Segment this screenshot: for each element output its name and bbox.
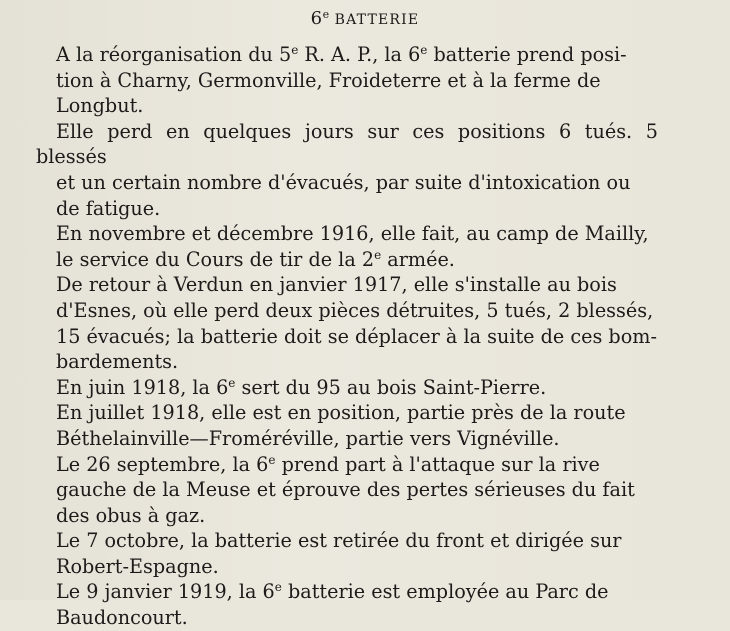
text-segment: En novembre et décembre 1916, elle fait, au camp de Mailly, (56, 222, 649, 246)
text-line (36, 400, 658, 426)
text-line (36, 477, 658, 503)
text-segment: Elle perd en quelques jours sur ces positions 6 tués. 5 blessés (36, 119, 658, 169)
text-line (36, 324, 658, 350)
ordinal-suffix: e (291, 43, 299, 57)
ordinal-suffix: e (374, 247, 382, 262)
text-segment: bardements. (56, 350, 179, 374)
text-line (36, 93, 658, 119)
text-segment: Le 7 octobre, la batterie est retirée du front et dirigée sur (56, 529, 622, 553)
text-line (36, 119, 658, 170)
ordinal-suffix: e (228, 375, 236, 390)
text-segment: batterie est employée au Parc de (281, 580, 609, 604)
text-line (36, 528, 658, 554)
text-line (36, 68, 658, 94)
text-segment: de fatigue. (56, 196, 161, 220)
text-line (36, 196, 658, 222)
header-title: BATTERIE (334, 12, 420, 28)
text-segment: A la réorganisation du 5 (56, 43, 292, 66)
text-segment: En juillet 1918, elle est en position, partie près de la route (56, 401, 626, 425)
text-segment: prend part à l'attaque sur la rive (275, 452, 600, 476)
text-line (36, 426, 658, 452)
text-segment: R. A. P., la 6 (298, 43, 421, 66)
text-segment: En juin 1918, la 6 (56, 375, 229, 399)
text-segment: gauche de la Meuse et éprouve des pertes sérieuses du fait (56, 478, 635, 502)
text-line (36, 554, 658, 580)
text-segment: 15 évacués; la batterie doit se déplacer à la suite de ces bom- (56, 324, 657, 348)
text-segment: De retour à Verdun en janvier 1917, elle s'installe au bois (56, 273, 617, 297)
text-line (36, 349, 658, 375)
text-segment: Robert-Espagne. (56, 554, 219, 578)
text-segment: et un certain nombre d'évacués, par suite d'intoxication ou (56, 170, 631, 194)
text-segment: d'Esnes, où elle perd deux pièces détruites, 5 tués, 2 blessés, (56, 298, 654, 322)
text-line (36, 375, 658, 401)
paragraph (36, 375, 658, 401)
text-line (36, 170, 658, 196)
header-ordinal-suffix: e (322, 8, 330, 21)
text-line (36, 605, 658, 631)
paragraph (36, 452, 658, 529)
paragraph (36, 400, 658, 451)
ordinal-suffix: e (274, 580, 282, 595)
text-segment: Le 26 septembre, la 6 (56, 452, 269, 476)
ordinal-suffix: e (420, 43, 428, 57)
paragraph (36, 528, 658, 579)
text-line (36, 298, 658, 324)
text-segment: Baudoncourt. (56, 606, 188, 630)
paragraph (36, 221, 658, 272)
text-line (36, 272, 658, 298)
text-segment: tion à Charny, Germonville, Froideterre et à la ferme de (56, 68, 601, 92)
header-number: 6 (310, 8, 323, 29)
text-segment: Le 9 janvier 1919, la 6 (56, 580, 275, 604)
text-segment: batterie prend posi- (427, 43, 627, 66)
text-segment: le service du Cours de tir de la 2 (56, 247, 375, 271)
text-segment: des obus à gaz. (56, 503, 206, 527)
paragraph (36, 272, 658, 374)
paragraph (36, 579, 658, 630)
text-line (36, 503, 658, 529)
text-line (36, 221, 658, 247)
body-text (36, 42, 658, 631)
text-line (36, 452, 658, 478)
ordinal-suffix: e (268, 452, 276, 467)
paragraph (36, 42, 658, 119)
text-segment: Béthelainville—Froméréville, partie vers Vignéville. (56, 426, 560, 450)
page-header (0, 8, 730, 29)
text-line (36, 42, 658, 68)
text-line (36, 579, 658, 605)
text-segment: armée. (381, 247, 455, 271)
text-segment: sert du 95 au bois Saint-Pierre. (235, 375, 547, 399)
text-segment: Longbut. (56, 94, 144, 118)
text-line (36, 247, 658, 273)
paragraph (36, 119, 658, 221)
